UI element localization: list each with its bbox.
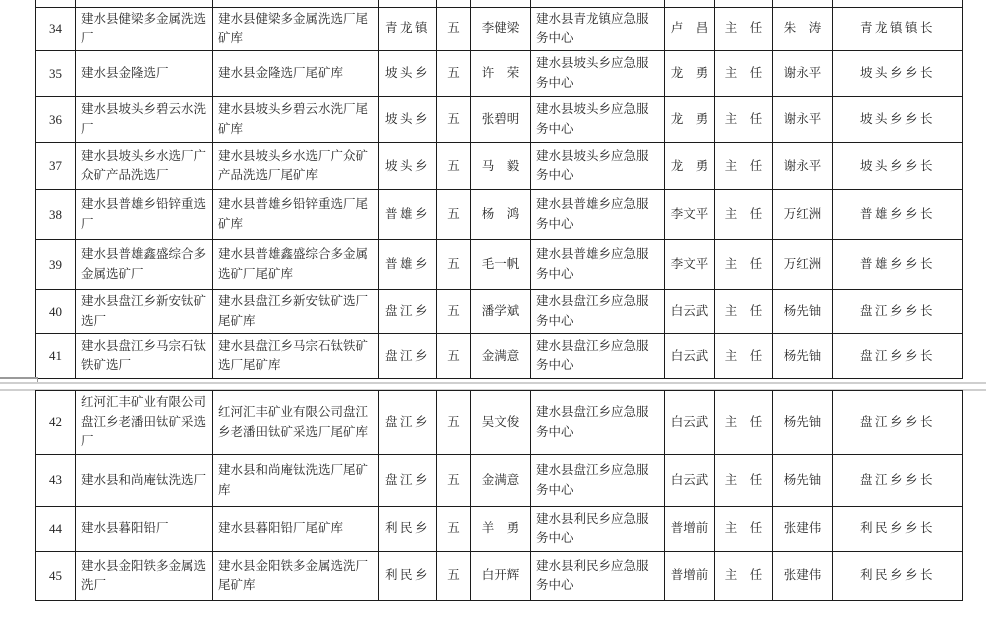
cell-township-head: 杨先铀: [773, 455, 833, 507]
cell-tailings-pond-name: 建水县和尚庵钛洗选厂尾矿库: [213, 455, 379, 507]
cell-row-number: 34: [36, 7, 76, 51]
cell-company-name: 建水县暮阳铅厂: [76, 507, 213, 552]
table-row: [36, 507, 963, 552]
cell-company-name: 建水县坡头乡碧云水洗厂: [76, 97, 213, 143]
cell-company-name: 建水县普雄乡铅锌重选厂: [76, 190, 213, 240]
cell-grade: 五: [437, 190, 471, 240]
cell-tailings-pond-name: 建水县盘江乡马宗石钛铁矿选厂尾矿库: [213, 334, 379, 379]
cell-head-title: 盘江乡乡长: [833, 334, 963, 379]
cell-responsible-person: 毛一帆: [471, 240, 531, 290]
cell-responsible-person: 吴文俊: [471, 391, 531, 455]
cell-director-title: 主 任: [715, 240, 773, 290]
cell-tailings-pond-name: 建水县金阳铁多金属选洗厂尾矿库: [213, 552, 379, 601]
cell-company-name: 建水县和尚庵钛洗选厂: [76, 455, 213, 507]
cell-responsible-person: 许 荣: [471, 51, 531, 97]
table-row: [36, 240, 963, 290]
cell-row-number: 35: [36, 51, 76, 97]
cell-center-director: 李文平: [665, 240, 715, 290]
cell-center-director: 龙 勇: [665, 143, 715, 190]
cell-grade: 五: [437, 240, 471, 290]
cell-emergency-center: 建水县盘江乡应急服务中心: [531, 455, 665, 507]
cell-row-number: 37: [36, 143, 76, 190]
table-row: [36, 51, 963, 97]
table-row: [36, 143, 963, 190]
cell-head-title: 盘江乡乡长: [833, 290, 963, 334]
cell-company-name: 建水县金阳铁多金属选洗厂: [76, 552, 213, 601]
cell-head-title: 坡头乡乡长: [833, 97, 963, 143]
tailings-pond-table-page-2: [35, 390, 963, 601]
cell-township-head: 杨先铀: [773, 334, 833, 379]
cell-row-number: 44: [36, 507, 76, 552]
cell-head-title: 坡头乡乡长: [833, 51, 963, 97]
cell-township: 普雄乡: [379, 240, 437, 290]
cell-grade: 五: [437, 143, 471, 190]
cell-grade: 五: [437, 507, 471, 552]
table-row: [36, 7, 963, 51]
cell-tailings-pond-name: 建水县健梁多金属洗选厂尾矿库: [213, 7, 379, 51]
cell-row-number: 41: [36, 334, 76, 379]
cell-tailings-pond-name: 红河汇丰矿业有限公司盘江乡老潘田钛矿采选厂尾矿库: [213, 391, 379, 455]
cell-tailings-pond-name: 建水县坡头乡水选厂广众矿产品洗选厂尾矿库: [213, 143, 379, 190]
cell-row-number: 43: [36, 455, 76, 507]
cell-director-title: 主 任: [715, 7, 773, 51]
cell-center-director: 龙 勇: [665, 97, 715, 143]
table-row: [36, 334, 963, 379]
cell-emergency-center: 建水县坡头乡应急服务中心: [531, 143, 665, 190]
cell-grade: 五: [437, 51, 471, 97]
cell-township: 盘江乡: [379, 391, 437, 455]
table-row: [36, 97, 963, 143]
cell-tailings-pond-name: 建水县坡头乡碧云水洗厂尾矿库: [213, 97, 379, 143]
cell-township-head: 张建伟: [773, 507, 833, 552]
cell-company-name: 红河汇丰矿业有限公司盘江乡老潘田钛矿采选厂: [76, 391, 213, 455]
cell-township-head: 朱 涛: [773, 7, 833, 51]
cell-township-head: 张建伟: [773, 552, 833, 601]
cell-township: 青龙镇: [379, 7, 437, 51]
cell-director-title: 主 任: [715, 391, 773, 455]
cell-grade: 五: [437, 334, 471, 379]
page-bottom-edge: [0, 382, 986, 384]
cell-center-director: 龙 勇: [665, 51, 715, 97]
cell-township-head: 杨先铀: [773, 391, 833, 455]
cell-tailings-pond-name: 建水县普雄乡铅锌重选厂尾矿库: [213, 190, 379, 240]
cell-grade: 五: [437, 290, 471, 334]
cell-center-director: 白云武: [665, 455, 715, 507]
table-row: [36, 552, 963, 601]
cell-tailings-pond-name: 建水县金隆选厂尾矿库: [213, 51, 379, 97]
cell-company-name: 建水县坡头乡水选厂广众矿产品洗选厂: [76, 143, 213, 190]
tailings-pond-table-page-1: [35, 0, 963, 379]
cell-township-head: 杨先铀: [773, 290, 833, 334]
cell-head-title: 盘江乡乡长: [833, 455, 963, 507]
cell-township: 盘江乡: [379, 334, 437, 379]
cell-township-head: 万红洲: [773, 190, 833, 240]
cell-center-director: 普增前: [665, 552, 715, 601]
cell-township: 普雄乡: [379, 190, 437, 240]
cell-grade: 五: [437, 7, 471, 51]
cell-center-director: 李文平: [665, 190, 715, 240]
cell-emergency-center: 建水县利民乡应急服务中心: [531, 507, 665, 552]
cell-responsible-person: 潘学斌: [471, 290, 531, 334]
cell-company-name: 建水县盘江乡马宗石钛铁矿选厂: [76, 334, 213, 379]
cell-township: 利民乡: [379, 552, 437, 601]
cell-head-title: 盘江乡乡长: [833, 391, 963, 455]
cell-head-title: 普雄乡乡长: [833, 240, 963, 290]
cell-township: 坡头乡: [379, 97, 437, 143]
cell-township: 利民乡: [379, 507, 437, 552]
cell-row-number: 45: [36, 552, 76, 601]
cell-head-title: 利民乡乡长: [833, 552, 963, 601]
cell-row-number: 42: [36, 391, 76, 455]
cell-tailings-pond-name: 建水县普雄鑫盛综合多金属选矿厂尾矿库: [213, 240, 379, 290]
cell-responsible-person: 杨 鸿: [471, 190, 531, 240]
cell-township-head: 万红洲: [773, 240, 833, 290]
cell-emergency-center: 建水县青龙镇应急服务中心: [531, 7, 665, 51]
cell-grade: 五: [437, 391, 471, 455]
cell-center-director: 卢 昌: [665, 7, 715, 51]
cell-row-number: 39: [36, 240, 76, 290]
cell-emergency-center: 建水县盘江乡应急服务中心: [531, 334, 665, 379]
table-row: [36, 290, 963, 334]
cell-tailings-pond-name: 建水县暮阳铅厂尾矿库: [213, 507, 379, 552]
cell-emergency-center: 建水县普雄乡应急服务中心: [531, 240, 665, 290]
cell-responsible-person: 张碧明: [471, 97, 531, 143]
cell-director-title: 主 任: [715, 97, 773, 143]
cell-company-name: 建水县普雄鑫盛综合多金属选矿厂: [76, 240, 213, 290]
cell-township: 坡头乡: [379, 51, 437, 97]
cell-emergency-center: 建水县利民乡应急服务中心: [531, 552, 665, 601]
cell-row-number: 38: [36, 190, 76, 240]
cell-head-title: 青龙镇镇长: [833, 7, 963, 51]
table-row: [36, 391, 963, 455]
table-row: [36, 455, 963, 507]
cell-township: 盘江乡: [379, 290, 437, 334]
cell-director-title: 主 任: [715, 334, 773, 379]
cell-director-title: 主 任: [715, 290, 773, 334]
cell-company-name: 建水县健梁多金属洗选厂: [76, 7, 213, 51]
cell-row-number: 36: [36, 97, 76, 143]
cell-row-number: 40: [36, 290, 76, 334]
clipped-previous-row: [36, 0, 963, 7]
cell-grade: 五: [437, 455, 471, 507]
cell-head-title: 普雄乡乡长: [833, 190, 963, 240]
cell-center-director: 白云武: [665, 290, 715, 334]
cell-township-head: 谢永平: [773, 143, 833, 190]
cell-director-title: 主 任: [715, 507, 773, 552]
cell-emergency-center: 建水县盘江乡应急服务中心: [531, 290, 665, 334]
cell-township: 盘江乡: [379, 455, 437, 507]
cell-director-title: 主 任: [715, 143, 773, 190]
cell-center-director: 白云武: [665, 391, 715, 455]
cell-responsible-person: 羊 勇: [471, 507, 531, 552]
cell-director-title: 主 任: [715, 552, 773, 601]
cell-responsible-person: 李健梁: [471, 7, 531, 51]
cell-center-director: 普增前: [665, 507, 715, 552]
cell-grade: 五: [437, 552, 471, 601]
cell-company-name: 建水县金隆选厂: [76, 51, 213, 97]
cell-head-title: 坡头乡乡长: [833, 143, 963, 190]
cell-responsible-person: 马 毅: [471, 143, 531, 190]
cell-emergency-center: 建水县坡头乡应急服务中心: [531, 51, 665, 97]
cell-director-title: 主 任: [715, 455, 773, 507]
table-row: [36, 190, 963, 240]
cell-emergency-center: 建水县坡头乡应急服务中心: [531, 97, 665, 143]
cell-tailings-pond-name: 建水县盘江乡新安钛矿选厂尾矿库: [213, 290, 379, 334]
cell-emergency-center: 建水县盘江乡应急服务中心: [531, 391, 665, 455]
cell-responsible-person: 金满意: [471, 455, 531, 507]
cell-grade: 五: [437, 97, 471, 143]
page-break-left-notch: [0, 377, 38, 379]
cell-emergency-center: 建水县普雄乡应急服务中心: [531, 190, 665, 240]
cell-township: 坡头乡: [379, 143, 437, 190]
cell-responsible-person: 金满意: [471, 334, 531, 379]
cell-center-director: 白云武: [665, 334, 715, 379]
cell-township-head: 谢永平: [773, 97, 833, 143]
cell-township-head: 谢永平: [773, 51, 833, 97]
cell-director-title: 主 任: [715, 190, 773, 240]
cell-responsible-person: 白开辉: [471, 552, 531, 601]
cell-company-name: 建水县盘江乡新安钛矿选厂: [76, 290, 213, 334]
cell-head-title: 利民乡乡长: [833, 507, 963, 552]
cell-director-title: 主 任: [715, 51, 773, 97]
